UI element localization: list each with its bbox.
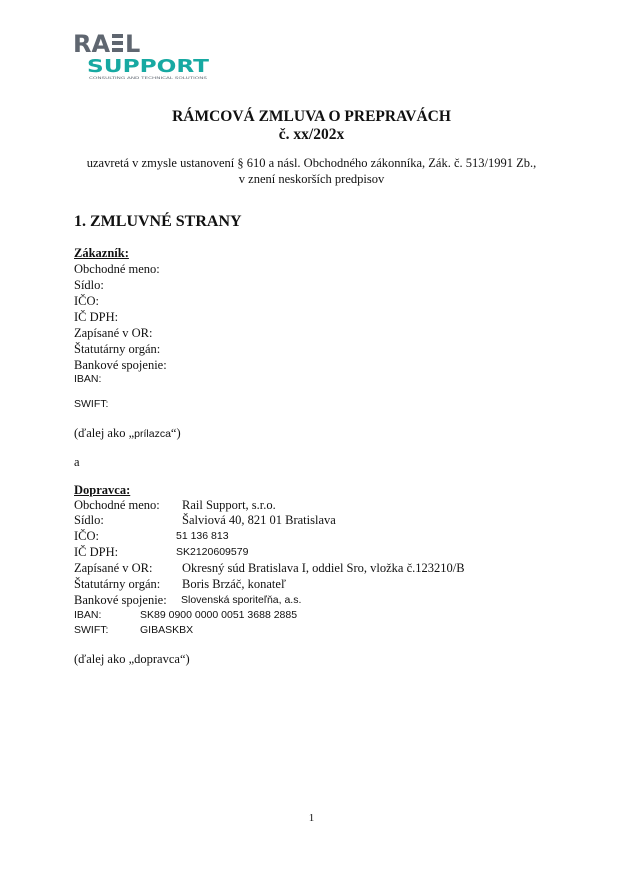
page-number: 1 [308, 812, 315, 824]
customer-iban-label: IBAN: [74, 373, 102, 385]
carrier-bank-value: Slovenská sporiteľňa, a.s. [181, 594, 302, 606]
carrier-iban-value: SK89 0900 0000 0051 3688 2885 [140, 609, 298, 621]
customer-heading: Zákazník: [74, 246, 129, 260]
carrier-name-value: Rail Support, s.r.o. [182, 498, 276, 512]
section-heading-parties: 1. ZMLUVNÉ STRANY [74, 213, 242, 230]
carrier-ico-label: IČO: [74, 529, 99, 543]
carrier-iban-label: IBAN: [74, 609, 102, 621]
company-logo [73, 30, 213, 82]
carrier-statutory-label: Štatutárny orgán: [74, 577, 161, 591]
conjunction-and: a [74, 455, 80, 469]
carrier-swift-value: GIBASKBX [140, 624, 194, 636]
contract-title: RÁMCOVÁ ZMLUVA O PREPRAVÁCH [172, 108, 451, 125]
customer-field-bank: Bankové spojenie: [74, 358, 167, 372]
carrier-statutory-value: Boris Brzáč, konateľ [182, 577, 287, 591]
carrier-name-label: Obchodné meno: [74, 498, 160, 512]
svg-text:SUPPORT: SUPPORT [87, 56, 210, 77]
carrier-ico-value: 51 136 813 [176, 530, 229, 542]
customer-field-statutory: Štatutárny orgán: [74, 342, 161, 356]
carrier-seat-label: Sídlo: [74, 513, 104, 527]
customer-alias [74, 426, 181, 441]
customer-field-seat: Sídlo: [74, 278, 104, 292]
carrier-swift-label: SWIFT: [74, 624, 109, 636]
svg-text:CONSULTING AND TECHNICAL SOLUT: CONSULTING AND TECHNICAL SOLUTIONS [89, 76, 209, 80]
customer-swift-label: SWIFT: [74, 398, 109, 410]
contract-number: č. xx/202x [278, 126, 345, 143]
carrier-seat-value: Šalviová 40, 821 01 Bratislava [182, 513, 336, 527]
carrier-or-label: Zapísané v OR: [74, 561, 153, 575]
carrier-dic-value: SK2120609579 [176, 546, 249, 558]
carrier-bank-label: Bankové spojenie: [74, 593, 167, 607]
carrier-alias: (ďalej ako „dopravca“) [74, 652, 190, 666]
customer-field-name: Obchodné meno: [74, 262, 160, 276]
svg-text:RA: RA [73, 30, 111, 58]
carrier-or-value: Okresný súd Bratislava I, oddiel Sro, vložka č.123210/B [182, 561, 465, 575]
customer-alias-suffix: “) [170, 426, 181, 440]
customer-field-ico: IČO: [74, 294, 99, 308]
svg-text:L: L [125, 30, 141, 58]
carrier-dic-label: IČ DPH: [74, 545, 119, 559]
intro-line-1: uzavretá v zmysle ustanovení § 610 a násl. Obchodného zákonníka, Zák. č. 513/1991 Zb., [86, 156, 537, 170]
customer-field-dic: IČ DPH: [74, 310, 119, 324]
customer-alias-prefix: (ďalej ako „ [74, 426, 135, 440]
intro-line-2: v znení neskorších predpisov [238, 172, 385, 186]
customer-field-or: Zapísané v OR: [74, 326, 153, 340]
customer-alias-name: prílazca [134, 428, 171, 440]
carrier-heading: Dopravca: [74, 483, 131, 497]
